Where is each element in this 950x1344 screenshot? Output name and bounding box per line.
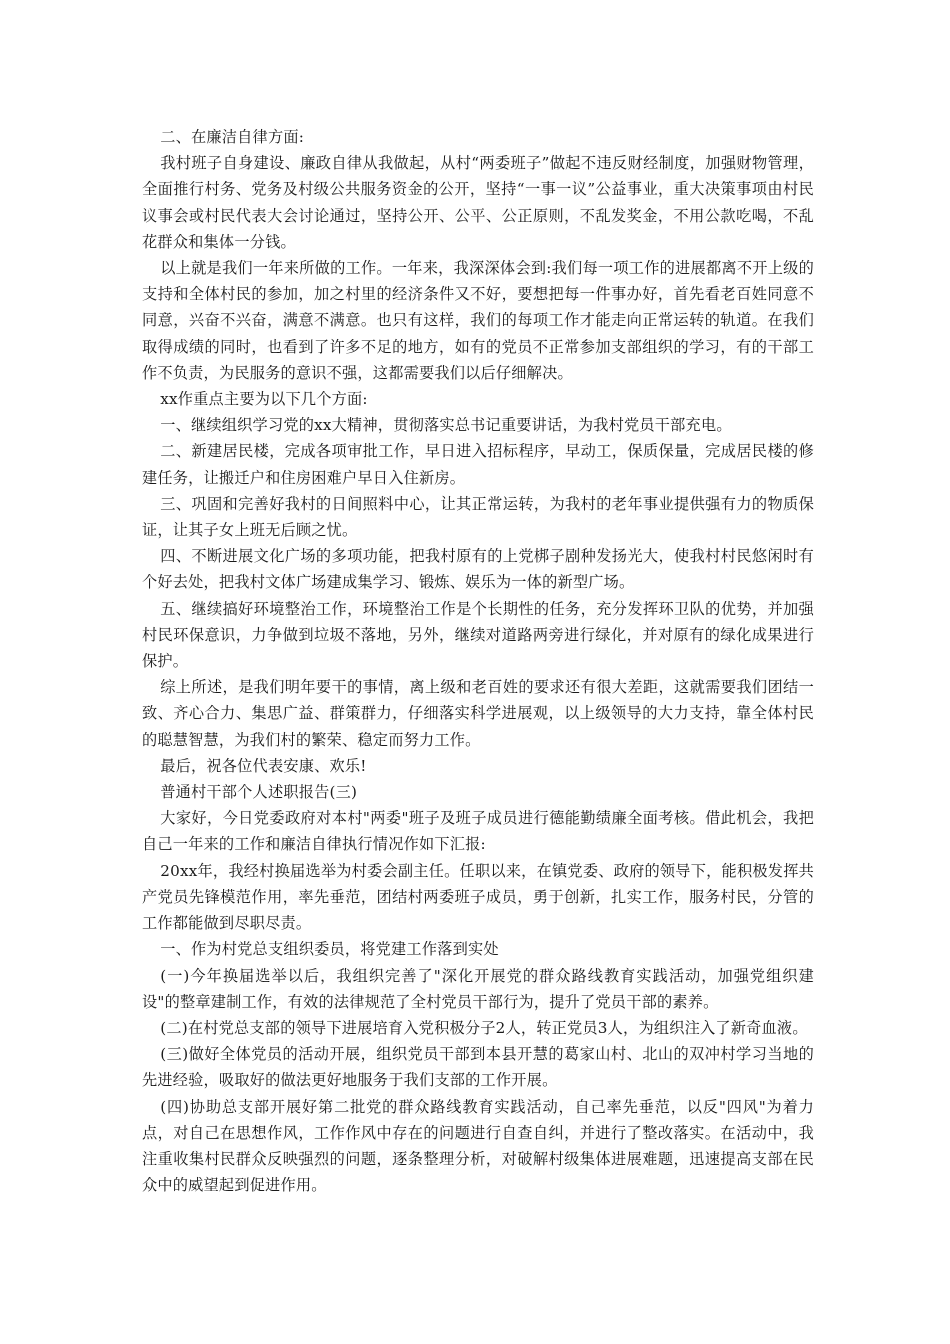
report-title: 普通村干部个人述职报告(三) xyxy=(160,783,358,802)
section-heading-party-building: 一、作为村党总支组织委员，将党建工作落到实处 xyxy=(160,940,499,959)
document-body xyxy=(142,124,814,1198)
body-paragraph: 综上所述，是我们明年要干的事情，离上级和老百姓的要求还有很大差距，这就需要我们团结一致、齐心合力、集思广益、群策群力，仔细落实科学进展观，以上级领导的大力支持，靠全体村民的聪慧智慧，为我们村的繁荣、稳定而努力工作。 xyxy=(142,678,814,749)
list-item: 五、继续搞好环境整治工作，环境整治工作是个长期性的任务，充分发挥环卫队的优势，并加强村民环保意识，力争做到垃圾不落地，另外，继续对道路两旁进行绿化，并对原有的绿化成果进行保护。 xyxy=(142,599,814,671)
list-item: (三)做好全体党员的活动开展，组织党员干部到本县开慧的葛家山村、北山的双冲村学习当地的先进经验，吸取好的做法更好地服务于我们支部的工作开展。 xyxy=(142,1045,814,1090)
body-paragraph: 我村班子自身建设、廉政自律从我做起，从村“两委班子”做起不违反财经制度，加强财物管理，全面推行村务、党务及村级公共服务资金的公开，坚持“一事一议”公益事业，重大决策事项由村民议事会或村民代表大会讨论通过，坚持公开、公平、公正原则，不乱发奖金，不用公款吃喝，不乱花群众和集体一分钱。 xyxy=(142,154,814,251)
section-heading-integrity: 二、在廉洁自律方面: xyxy=(160,128,305,146)
body-paragraph: 20xx年，我经村换届选举为村委会副主任。任职以来，在镇党委、政府的领导下，能积极发挥共产党员先锋模范作用，率先垂范，团结村两委班子成员，勇于创新，扎实工作，服务村民，分管的工作都能做到尽职尽责。 xyxy=(142,861,814,933)
section-heading-priorities: xx作重点主要为以下几个方面: xyxy=(160,390,368,409)
body-paragraph: 以上就是我们一年来所做的工作。一年来，我深深体会到:我们每一项工作的进展都离不开上级的支持和全体村民的参加，加之村里的经济条件又不好，要想把每一件事办好，首先看老百姓同意不同意，兴奋不兴奋，满意不满意。也只有这样，我们的每项工作才能走向正常运转的轨道。在我们取得成绩的同时，也看到了许多不足的地方，如有的党员不正常参加支部组织的学习，有的干部工作不负责，为民服务的意识不强，这都需要我们以后仔细解决。 xyxy=(142,259,814,382)
list-item: 二、新建居民楼，完成各项审批工作，早日进入招标程序，早动工，保质保量，完成居民楼的修建任务，让搬迁户和住房困难户早日入住新房。 xyxy=(142,442,814,487)
body-paragraph: 大家好，今日党委政府对本村"两委"班子及班子成员进行德能勤绩廉全面考核。借此机会，我把自己一年来的工作和廉洁自律执行情况作如下汇报: xyxy=(142,809,814,854)
list-item: 一、继续组织学习党的xx大精神，贯彻落实总书记重要讲话，为我村党员干部充电。 xyxy=(160,416,732,435)
closing-line: 最后，祝各位代表安康、欢乐! xyxy=(160,756,367,775)
list-item: (二)在村党总支部的领导下进展培育入党积极分子2人，转正党员3人，为组织注入了新奇血液。 xyxy=(160,1018,808,1037)
list-item: 三、巩固和完善好我村的日间照料中心，让其正常运转，为我村的老年事业提供强有力的物质保证，让其子女上班无后顾之忧。 xyxy=(142,494,814,540)
list-item: (一)今年换届选举以后，我组织完善了"深化开展党的群众路线教育实践活动，加强党组织建设"的整章建制工作，有效的法律规范了全村党员干部行为，提升了党员干部的素养。 xyxy=(142,966,814,1011)
list-item: 四、不断进展文化广场的多项功能，把我村原有的上党梆子剧种发扬光大，使我村村民悠闲时有个好去处，把我村文体广场建成集学习、锻炼、娱乐为一体的新型广场。 xyxy=(142,547,814,592)
list-item: (四)协助总支部开展好第二批党的群众路线教育实践活动，自己率先垂范，以反"四风"为着力点，对自己在思想作风，工作作风中存在的问题进行自查自纠，并进行了整改落实。在活动中，我注重收集村民群众反映强烈的问题，逐条整理分析，对破解村级集体进展难题，迅速提高支部在民众中的威望起到促进作用。 xyxy=(142,1097,814,1195)
